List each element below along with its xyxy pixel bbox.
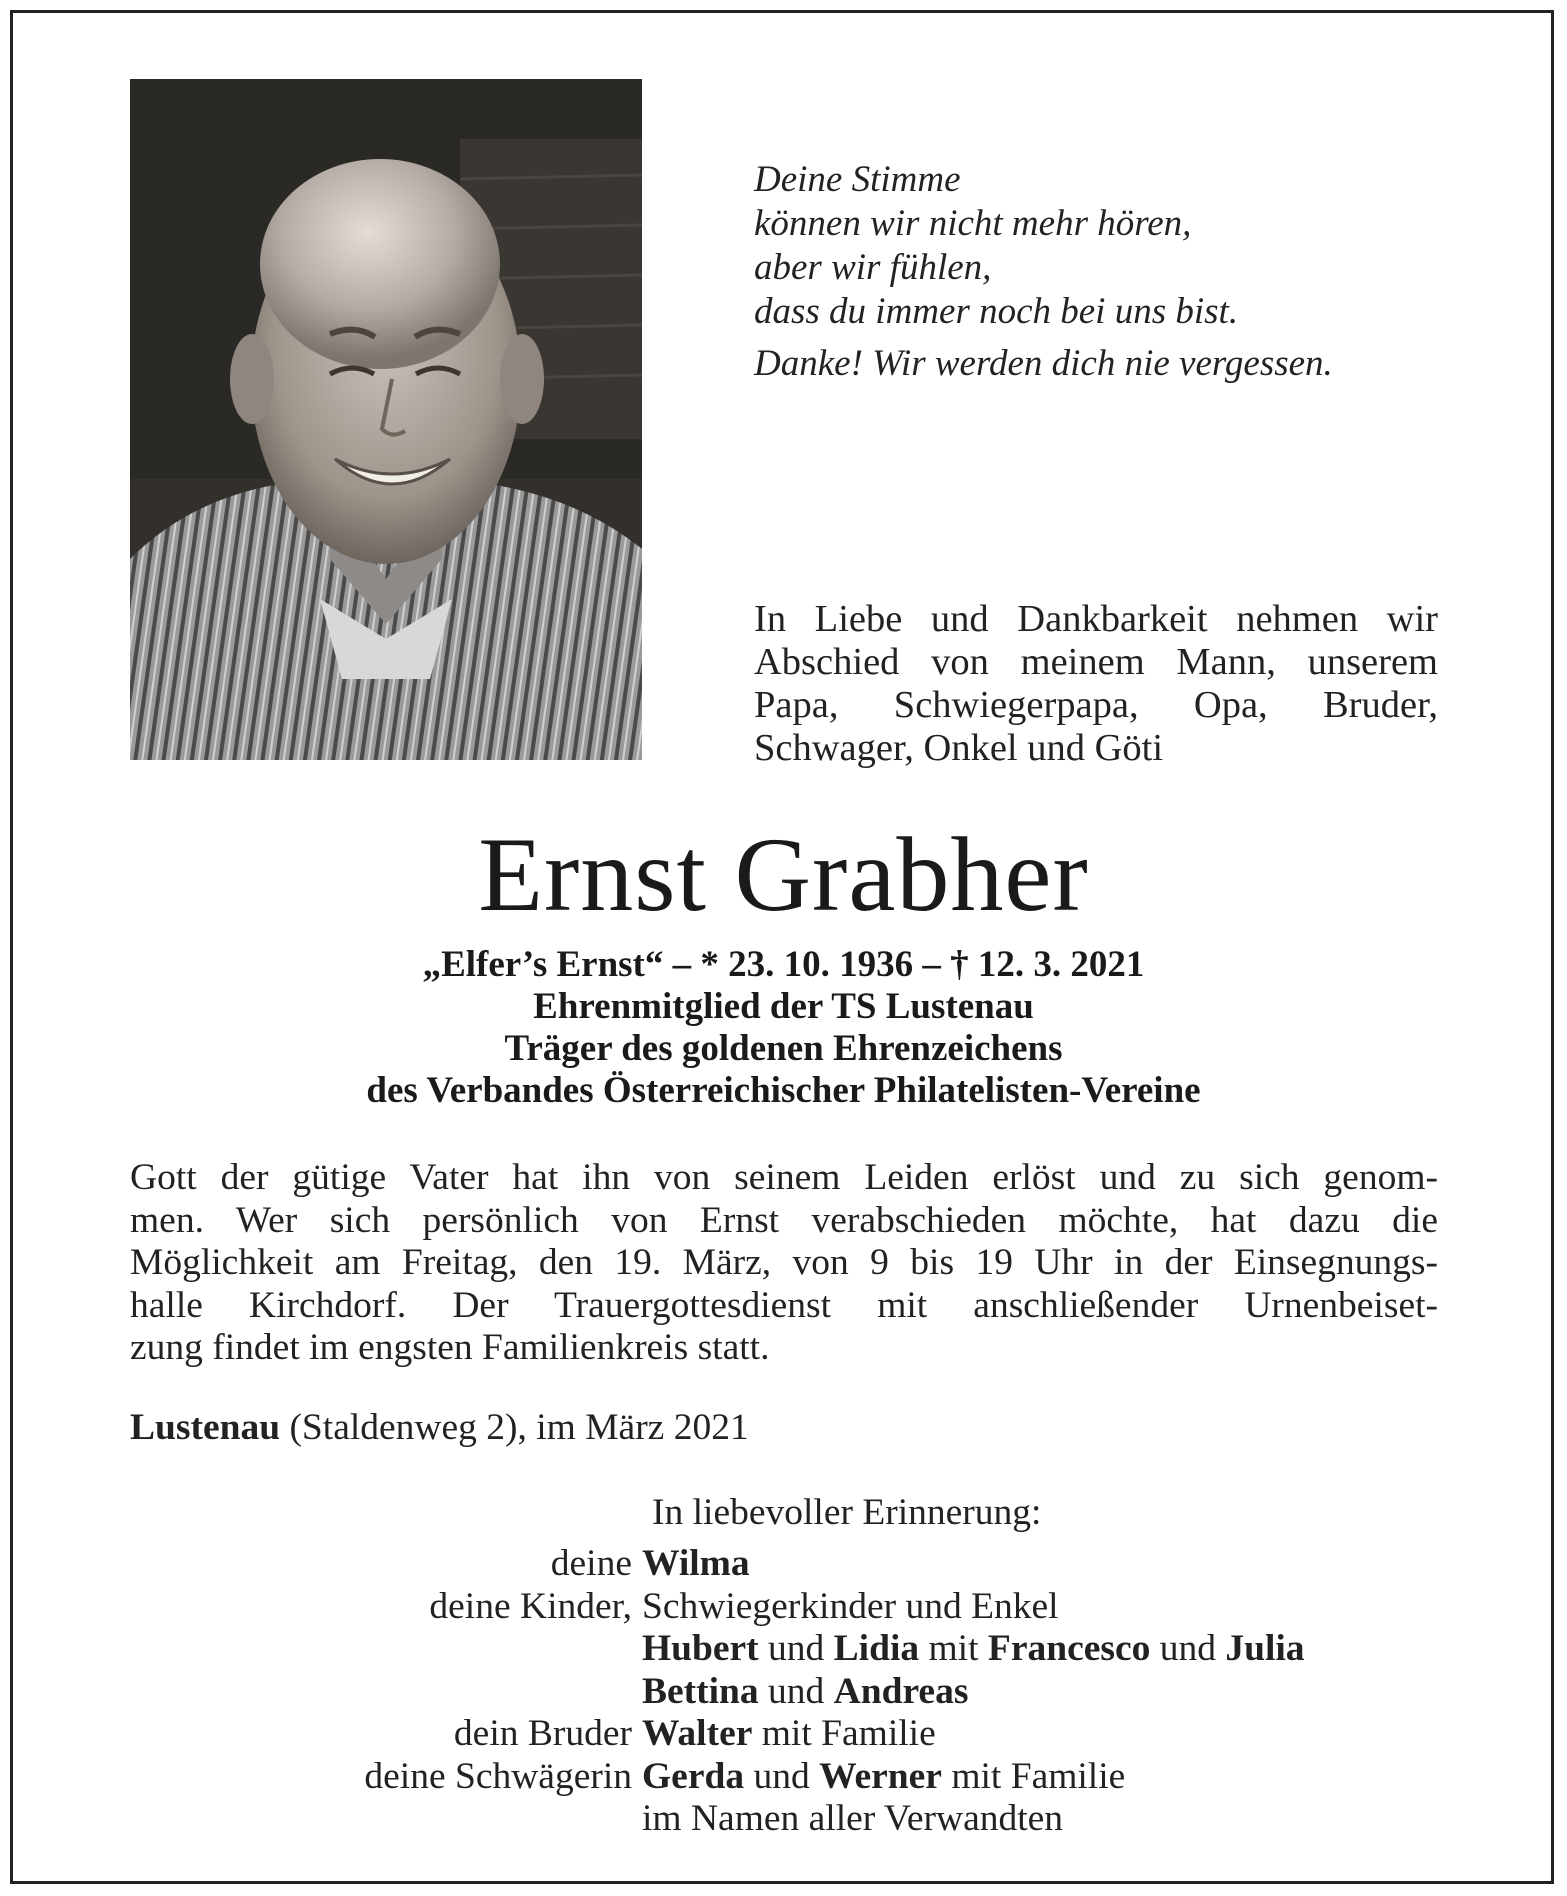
poem-line: Deine Stimme	[754, 159, 961, 200]
family-text: und	[758, 1628, 834, 1669]
family-row	[130, 1671, 1480, 1714]
honor-line: Ehrenmitglied der TS Lustenau	[533, 986, 1034, 1027]
family-name: Lidia	[833, 1628, 920, 1669]
deceased-details	[0, 944, 1567, 1112]
body-line: Möglichkeit am Freitag, den 19. März, von 9 bis 19 Uhr in der Einsegnungs-	[130, 1242, 1438, 1283]
place-rest: (Staldenweg 2), im März 2021	[280, 1407, 749, 1448]
relation-label: deine Kinder,	[429, 1585, 632, 1627]
family-text: mit Familie	[752, 1713, 936, 1754]
announcement-body	[130, 1157, 1438, 1370]
poem-line: dass du immer noch bei uns bist.	[754, 291, 1239, 332]
family-row	[130, 1713, 1480, 1756]
intro-line: In Liebe und Dankbarkeit nehmen wir	[754, 598, 1438, 640]
place-town: Lustenau	[130, 1407, 281, 1448]
poem-line: aber wir fühlen,	[754, 247, 992, 288]
poem-line: können wir nicht mehr hören,	[754, 203, 1192, 244]
family-list	[130, 1543, 1480, 1841]
farewell-intro	[754, 598, 1438, 770]
family-row	[130, 1798, 1480, 1841]
family-text: im Namen aller Verwandten	[642, 1798, 1064, 1839]
family-name: Bettina	[642, 1670, 759, 1712]
family-name: Gerda	[642, 1755, 745, 1797]
family-name: Andreas	[833, 1670, 969, 1712]
family-text: mit	[919, 1628, 988, 1669]
body-line: halle Kirchdorf. Der Trauergottesdienst mit anschließender Urnenbeiset-	[130, 1284, 1438, 1326]
body-line: Gott der gütige Vater hat ihn von seinem Leiden erlöst und zu sich genom-	[130, 1157, 1438, 1198]
remembrance-heading: In liebevoller Erinnerung:	[652, 1492, 1042, 1533]
relation-label: dein Bruder	[453, 1713, 632, 1754]
family-row	[130, 1756, 1480, 1799]
deceased-name: Ernst Grabher	[478, 816, 1089, 933]
family-row	[130, 1586, 1480, 1629]
family-row	[130, 1628, 1480, 1671]
family-text: Schwiegerkinder und Enkel	[642, 1585, 1059, 1627]
intro-line: Papa, Schwiegerpapa, Opa, Bruder,	[754, 684, 1438, 726]
portrait-photo	[130, 79, 642, 760]
honor-line: Träger des goldenen Ehrenzeichens	[504, 1028, 1063, 1069]
family-name: Hubert	[642, 1628, 759, 1669]
family-text: und	[758, 1670, 834, 1712]
family-name: Werner	[819, 1755, 942, 1797]
nickname-dates: „Elfer’s Ernst“ – * 23. 10. 1936 – † 12. 3. 2021	[422, 944, 1145, 985]
relation-label: deine	[550, 1543, 632, 1584]
family-text: und	[744, 1755, 820, 1797]
family-text: mit Familie	[941, 1755, 1126, 1797]
family-name: Walter	[642, 1713, 753, 1754]
body-line: zung findet im engsten Familienkreis statt.	[130, 1327, 770, 1368]
family-row	[130, 1543, 1480, 1586]
place-date	[130, 1406, 749, 1450]
family-text: und	[1150, 1628, 1226, 1669]
family-name: Francesco	[987, 1628, 1151, 1669]
relation-label: deine Schwägerin	[364, 1755, 632, 1797]
intro-line: Abschied von meinem Mann, unserem	[754, 641, 1438, 683]
honor-line: des Verbandes Österreichischer Philatelisten-Vereine	[366, 1070, 1201, 1111]
family-name: Wilma	[642, 1543, 750, 1584]
body-line: men. Wer sich persönlich von Ernst verabschieden möchte, hat dazu die	[130, 1199, 1438, 1241]
memorial-poem	[754, 158, 1454, 386]
poem-thanks: Danke! Wir werden dich nie vergessen.	[754, 343, 1333, 384]
intro-line: Schwager, Onkel und Göti	[754, 727, 1164, 769]
family-name: Julia	[1225, 1628, 1305, 1669]
